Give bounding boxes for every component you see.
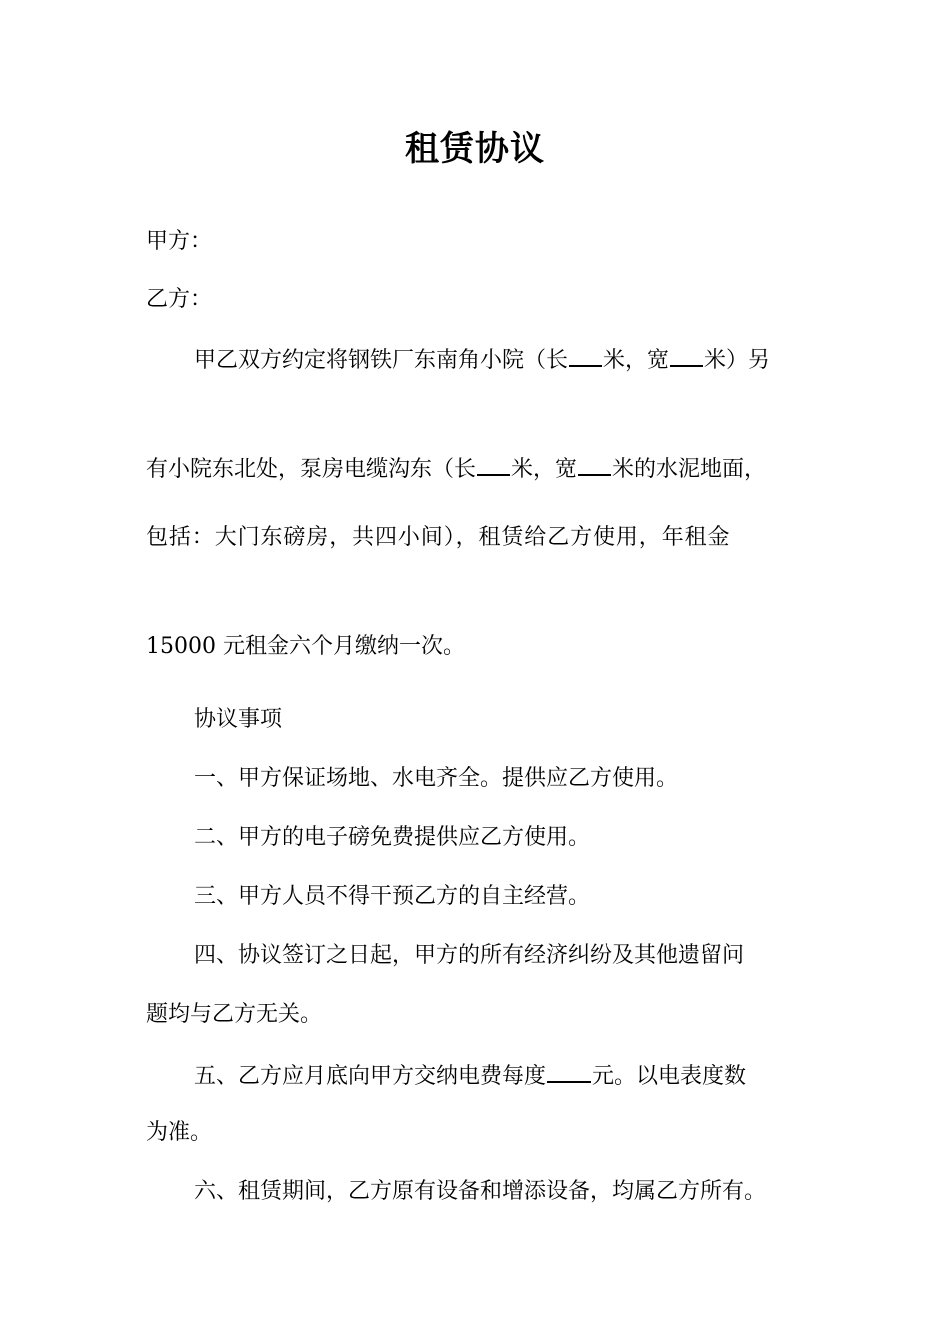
blank-length [477, 452, 510, 476]
document-title: 租赁协议 [405, 129, 545, 169]
clause-5-line-2: 为准。 [146, 1120, 213, 1145]
intro-text: 米，宽 [511, 457, 578, 482]
intro-text: 米的水泥地面， [612, 457, 767, 482]
intro-text: 米）另 [704, 348, 771, 373]
blank-price [547, 1059, 591, 1083]
clause-5-line-1 [194, 1059, 746, 1092]
clause-6: 六、租赁期间，乙方原有设备和增添设备，均属乙方所有。 [194, 1179, 767, 1204]
intro-text: 甲乙双方约定将钢铁厂东南角小院（长 [194, 348, 569, 373]
intro-text: 米，宽 [603, 348, 670, 373]
blank-width [578, 452, 611, 476]
intro-line-1 [194, 343, 770, 376]
intro-line-4: 15000 元租金六个月缴纳一次。 [146, 634, 465, 659]
clause-1: 一、甲方保证场地、水电齐全。提供应乙方使用。 [194, 766, 679, 791]
clause-text: 元。以电表度数 [592, 1064, 747, 1089]
section-heading: 协议事项 [194, 707, 283, 732]
party-a-label: 甲方： [146, 229, 213, 254]
intro-text: 有小院东北处，泵房电缆沟东（长 [146, 457, 477, 482]
clause-text: 五、乙方应月底向甲方交纳电费每度 [194, 1064, 547, 1089]
clause-4-line-2: 题均与乙方无关。 [146, 1002, 323, 1027]
intro-line-2 [146, 452, 766, 485]
blank-width [670, 343, 703, 367]
clause-2: 二、甲方的电子磅免费提供应乙方使用。 [194, 825, 591, 850]
blank-length [569, 343, 602, 367]
clause-4-line-1: 四、协议签订之日起，甲方的所有经济纠纷及其他遗留问 [194, 943, 745, 968]
clause-3: 三、甲方人员不得干预乙方的自主经营。 [194, 884, 591, 909]
intro-line-3: 包括：大门东磅房，共四小间），租赁给乙方使用，年租金 [146, 525, 731, 550]
party-b-label: 乙方： [146, 287, 213, 312]
